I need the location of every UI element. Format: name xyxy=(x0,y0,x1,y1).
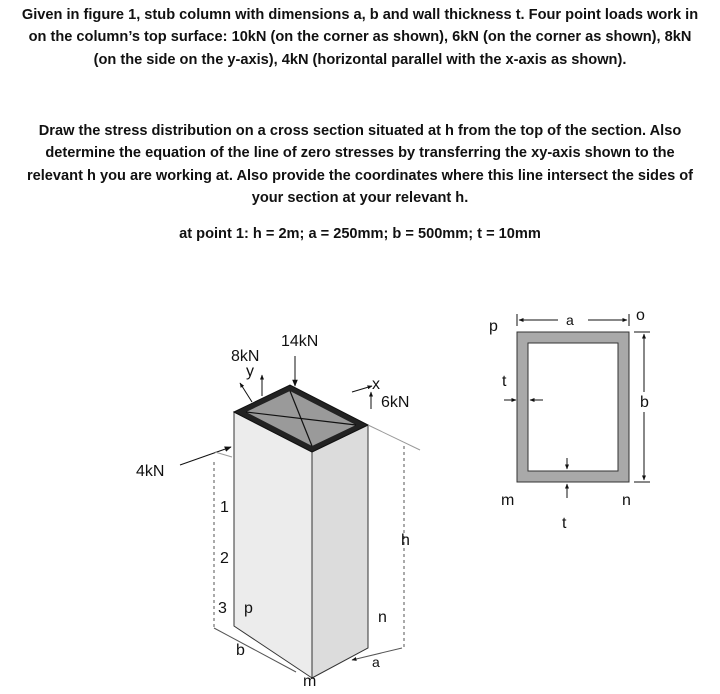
column-a-label: a xyxy=(372,654,380,670)
section-p-label: p xyxy=(489,318,498,335)
point-3-label: 3 xyxy=(218,600,227,617)
problem-line: on the column’s top surface: 10kN (on the corner as shown), 6kN (on the corner as shown), 8kN xyxy=(28,29,692,46)
cross-section xyxy=(489,307,650,532)
section-t-side-label: t xyxy=(502,373,507,390)
problem-line: (on the side on the y-axis), 4kN (horizontal parallel with the x-axis as shown). xyxy=(93,51,627,68)
task-line: determine the equation of the line of zero stresses by transferring the xy-axis shown to the xyxy=(45,145,675,162)
section-a-label: a xyxy=(566,312,574,328)
column-n-label: n xyxy=(378,609,387,626)
section-m-label: m xyxy=(501,492,515,509)
stub-column xyxy=(234,385,368,678)
x-axis-label: x xyxy=(372,376,380,393)
y-axis-label: y xyxy=(246,363,254,380)
section-t-bottom-label: t xyxy=(562,515,567,532)
task-line: Draw the stress distribution on a cross section situated at h from the top of the section. Also xyxy=(38,123,682,139)
problem-line: Given in figure 1, stub column with dimensions a, b and wall thickness t. Four point loads work in xyxy=(21,7,699,23)
section-inner-void xyxy=(528,343,618,471)
height-h-label: h xyxy=(401,532,410,549)
column-b-label: b xyxy=(236,642,245,659)
load-4kn-label: 4kN xyxy=(136,463,165,480)
given-line: at point 1: h = 2m; a = 250mm; b = 500mm; t = 10mm xyxy=(179,226,541,242)
column-left-face xyxy=(234,412,312,678)
load-6kn-label: 6kN xyxy=(381,394,410,411)
column-m-label: m xyxy=(303,673,317,690)
task-line: relevant h you are working at. Also provide the coordinates where this line intersect the sides of xyxy=(26,167,694,184)
point-1-label: 1 xyxy=(220,499,229,516)
section-b-label: b xyxy=(640,394,649,411)
task-line: your section at your relevant h. xyxy=(251,190,469,207)
section-n-label: n xyxy=(622,492,631,509)
load-14kn-label: 14kN xyxy=(281,333,319,350)
section-o-label: o xyxy=(636,307,645,324)
column-right-face xyxy=(312,425,368,678)
point-2-label: 2 xyxy=(220,550,229,567)
point-p-label: p xyxy=(244,600,253,617)
load-8kn-label: 8kN xyxy=(231,348,260,365)
